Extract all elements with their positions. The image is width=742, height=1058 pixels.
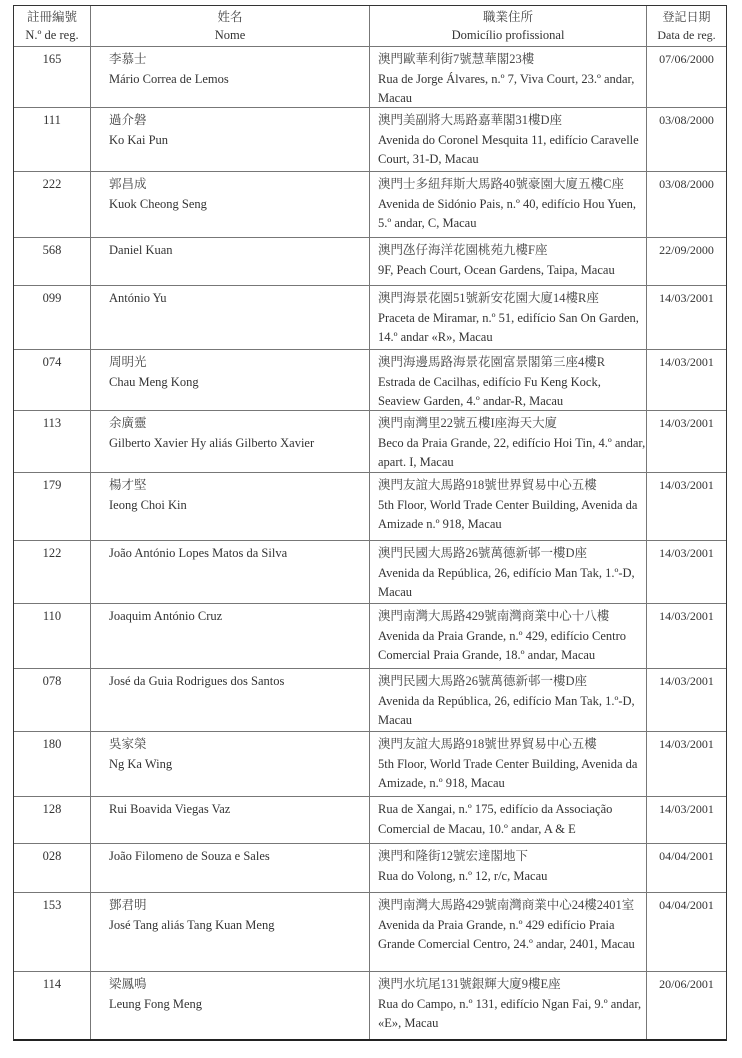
name-pt: Rui Boavida Viegas Vaz bbox=[109, 802, 231, 816]
reg-date: 03/08/2000 bbox=[659, 113, 714, 127]
header-address bbox=[370, 6, 647, 46]
name-pt: Joaquim António Cruz bbox=[109, 609, 223, 623]
reg-no-cell bbox=[14, 604, 91, 668]
registry-table bbox=[13, 5, 727, 1041]
header-reg-no bbox=[14, 6, 91, 46]
reg-no-cell bbox=[14, 893, 91, 971]
header-address-zh: 職業住所 bbox=[482, 10, 533, 24]
name-cell bbox=[91, 473, 370, 540]
address-pt: Estrada de Cacilhas, edifício Fu Keng Kock, Seaview Garden, 4.º andar-R, Macau bbox=[378, 374, 601, 408]
reg-no: 099 bbox=[42, 291, 62, 305]
table-row bbox=[14, 843, 726, 892]
table-row bbox=[14, 107, 726, 171]
address-pt: Avenida da República, 26, edifício Man Tak, 1.º-D, Macau bbox=[378, 693, 635, 727]
address-cell bbox=[370, 108, 647, 171]
address-cell bbox=[370, 797, 647, 843]
reg-date: 14/03/2001 bbox=[659, 416, 714, 430]
reg-no-cell bbox=[14, 844, 91, 892]
reg-date: 14/03/2001 bbox=[659, 546, 714, 560]
name-pt: João António Lopes Matos da Silva bbox=[109, 546, 288, 560]
reg-no-cell bbox=[14, 238, 91, 285]
table-row bbox=[14, 472, 726, 540]
header-reg-no-pt: N.º de reg. bbox=[25, 28, 79, 42]
address-cell bbox=[370, 286, 647, 349]
reg-date: 03/08/2000 bbox=[659, 177, 714, 191]
address-zh: 澳門氹仔海洋花園桃苑九樓F座 bbox=[378, 243, 548, 257]
reg-date: 04/04/2001 bbox=[659, 849, 714, 863]
reg-date: 22/09/2000 bbox=[659, 243, 714, 257]
address-zh: 澳門美副將大馬路嘉華閣31樓D座 bbox=[378, 113, 563, 127]
reg-no-cell bbox=[14, 286, 91, 349]
name-cell bbox=[91, 350, 370, 410]
name-pt: José Tang aliás Tang Kuan Meng bbox=[109, 917, 275, 932]
name-cell bbox=[91, 972, 370, 1039]
reg-no-cell bbox=[14, 473, 91, 540]
reg-no-cell bbox=[14, 669, 91, 731]
address-cell bbox=[370, 350, 647, 410]
table-row bbox=[14, 285, 726, 349]
reg-no-cell bbox=[14, 108, 91, 171]
address-cell bbox=[370, 473, 647, 540]
address-pt: 5th Floor, World Trade Center Building, Avenida da Amizade, n.º 918, Macau bbox=[378, 756, 638, 790]
address-zh: 澳門友誼大馬路918號世界貿易中心五樓 bbox=[378, 478, 597, 492]
name-cell bbox=[91, 893, 370, 971]
address-pt: Rua do Volong, n.º 12, r/c, Macau bbox=[378, 868, 548, 883]
reg-date: 07/06/2000 bbox=[659, 52, 714, 66]
address-pt: Avenida da República, 26, edifício Man Tak, 1.º-D, Macau bbox=[378, 565, 635, 599]
reg-date: 14/03/2001 bbox=[659, 737, 714, 751]
table-row bbox=[14, 171, 726, 237]
address-cell bbox=[370, 972, 647, 1039]
table-body bbox=[14, 46, 726, 1039]
address-pt: 9F, Peach Court, Ocean Gardens, Taipa, Macau bbox=[378, 262, 615, 277]
reg-no: 222 bbox=[42, 177, 62, 191]
table-row bbox=[14, 410, 726, 472]
address-pt: Avenida do Coronel Mesquita 11, edifício Caravelle Court, 31-D, Macau bbox=[378, 132, 639, 166]
date-cell bbox=[647, 972, 726, 1039]
address-zh: 澳門南灣大馬路429號南灣商業中心24樓2401室 bbox=[378, 898, 635, 912]
address-pt: Avenida da Praia Grande, n.º 429 edifício Praia Grande Comercial Centro, 24.º andar, 2401, Macau bbox=[378, 917, 635, 951]
name-pt: Mário Correa de Lemos bbox=[109, 71, 229, 86]
reg-no-cell bbox=[14, 411, 91, 472]
name-zh: 吳家榮 bbox=[109, 737, 147, 751]
date-cell bbox=[647, 844, 726, 892]
reg-no: 078 bbox=[42, 674, 62, 688]
reg-no: 180 bbox=[42, 737, 62, 751]
name-pt: Daniel Kuan bbox=[109, 243, 173, 257]
address-cell bbox=[370, 541, 647, 603]
address-pt: 5th Floor, World Trade Center Building, Avenida da Amizade n.º 918, Macau bbox=[378, 497, 638, 531]
reg-no: 114 bbox=[42, 977, 62, 991]
reg-date: 04/04/2001 bbox=[659, 898, 714, 912]
name-zh: 李慕士 bbox=[109, 52, 147, 66]
name-pt: Ko Kai Pun bbox=[109, 132, 169, 147]
table-row bbox=[14, 603, 726, 668]
address-pt: Rua do Campo, n.º 131, edifício Ngan Fai, 9.º andar, «E», Macau bbox=[378, 996, 642, 1030]
name-pt: Gilberto Xavier Hy aliás Gilberto Xavier bbox=[109, 435, 315, 450]
name-pt: Leung Fong Meng bbox=[109, 996, 203, 1011]
address-pt: Avenida da Praia Grande, n.º 429, edifício Centro Comercial Praia Grande, 18.º andar, Macau bbox=[378, 628, 627, 662]
reg-no: 028 bbox=[42, 849, 62, 863]
table-row bbox=[14, 46, 726, 107]
header-name bbox=[91, 6, 370, 46]
reg-date: 14/03/2001 bbox=[659, 478, 714, 492]
name-pt: Ieong Choi Kin bbox=[109, 497, 187, 512]
address-zh: 澳門水坑尾131號銀輝大廈9樓E座 bbox=[378, 977, 561, 991]
name-cell bbox=[91, 844, 370, 892]
header-name-zh: 姓名 bbox=[217, 10, 243, 24]
table-row bbox=[14, 796, 726, 843]
reg-no: 179 bbox=[42, 478, 62, 492]
name-cell bbox=[91, 732, 370, 796]
header-date-pt: Data de reg. bbox=[657, 28, 716, 42]
date-cell bbox=[647, 286, 726, 349]
table-header bbox=[14, 6, 726, 46]
header-date-zh: 登記日期 bbox=[662, 10, 711, 24]
reg-date: 14/03/2001 bbox=[659, 291, 714, 305]
address-zh: 澳門歐華利街7號慧華閣23樓 bbox=[378, 52, 535, 66]
address-zh: 澳門友誼大馬路918號世界貿易中心五樓 bbox=[378, 737, 597, 751]
address-pt: Avenida de Sidónio Pais, n.º 40, edifício Hou Yuen, 5.º andar, C, Macau bbox=[378, 196, 637, 230]
name-cell bbox=[91, 108, 370, 171]
address-zh: 澳門和隆街12號宏達閣地下 bbox=[378, 849, 529, 863]
reg-no: 111 bbox=[43, 113, 61, 127]
address-zh: 澳門士多紐拜斯大馬路40號豪園大廈五樓C座 bbox=[378, 177, 624, 191]
reg-no: 568 bbox=[42, 243, 62, 257]
date-cell bbox=[647, 350, 726, 410]
name-zh: 余廣靈 bbox=[109, 416, 147, 430]
table-row bbox=[14, 668, 726, 731]
name-cell bbox=[91, 604, 370, 668]
name-cell bbox=[91, 238, 370, 285]
name-cell bbox=[91, 669, 370, 731]
header-date bbox=[647, 6, 726, 46]
date-cell bbox=[647, 172, 726, 237]
address-pt: Beco da Praia Grande, 22, edifício Hoi Tin, 4.º andar, apart. I, Macau bbox=[378, 435, 646, 469]
name-cell bbox=[91, 172, 370, 237]
name-cell bbox=[91, 797, 370, 843]
name-zh: 周明光 bbox=[109, 355, 147, 369]
reg-no-cell bbox=[14, 172, 91, 237]
reg-no: 128 bbox=[42, 802, 62, 816]
date-cell bbox=[647, 108, 726, 171]
address-pt: Praceta de Miramar, n.º 51, edifício San On Garden, 14.º andar «R», Macau bbox=[378, 310, 639, 344]
reg-no: 153 bbox=[42, 898, 62, 912]
date-cell bbox=[647, 411, 726, 472]
reg-no-cell bbox=[14, 541, 91, 603]
table-row bbox=[14, 237, 726, 285]
address-cell bbox=[370, 844, 647, 892]
reg-no-cell bbox=[14, 972, 91, 1039]
reg-no: 074 bbox=[42, 355, 62, 369]
name-cell bbox=[91, 411, 370, 472]
address-pt: Rua de Jorge Álvares, n.º 7, Viva Court, 23.º andar, Macau bbox=[378, 71, 635, 105]
name-pt: Chau Meng Kong bbox=[109, 374, 199, 389]
table-row bbox=[14, 540, 726, 603]
address-zh: 澳門南灣里22號五樓I座海天大廈 bbox=[378, 416, 558, 430]
reg-no: 165 bbox=[42, 52, 62, 66]
reg-no-cell bbox=[14, 797, 91, 843]
address-cell bbox=[370, 411, 647, 472]
date-cell bbox=[647, 47, 726, 107]
reg-date: 14/03/2001 bbox=[659, 674, 714, 688]
address-zh: 澳門民國大馬路26號萬德新邨一樓D座 bbox=[378, 674, 588, 688]
address-zh: 澳門民國大馬路26號萬德新邨一樓D座 bbox=[378, 546, 588, 560]
table-row bbox=[14, 731, 726, 796]
date-cell bbox=[647, 797, 726, 843]
date-cell bbox=[647, 541, 726, 603]
reg-no-cell bbox=[14, 47, 91, 107]
address-cell bbox=[370, 47, 647, 107]
name-cell bbox=[91, 286, 370, 349]
reg-date: 14/03/2001 bbox=[659, 802, 714, 816]
reg-no-cell bbox=[14, 350, 91, 410]
address-zh: 澳門南灣大馬路429號南灣商業中心十八樓 bbox=[378, 609, 610, 623]
date-cell bbox=[647, 238, 726, 285]
name-pt: António Yu bbox=[109, 291, 167, 305]
reg-date: 20/06/2001 bbox=[659, 977, 714, 991]
name-zh: 郭昌成 bbox=[109, 177, 147, 191]
address-zh: 澳門海景花園51號新安花園大廈14樓R座 bbox=[378, 291, 599, 305]
table-row bbox=[14, 892, 726, 971]
name-cell bbox=[91, 541, 370, 603]
date-cell bbox=[647, 893, 726, 971]
reg-no-cell bbox=[14, 732, 91, 796]
date-cell bbox=[647, 732, 726, 796]
date-cell bbox=[647, 669, 726, 731]
date-cell bbox=[647, 473, 726, 540]
name-zh: 梁鳳鳴 bbox=[109, 977, 147, 991]
table-row bbox=[14, 349, 726, 410]
name-zh: 過介磐 bbox=[109, 113, 147, 127]
address-cell bbox=[370, 732, 647, 796]
reg-date: 14/03/2001 bbox=[659, 609, 714, 623]
address-pt: Rua de Xangai, n.º 175, edifício da Associação Comercial de Macau, 10.º andar, A & E bbox=[378, 802, 613, 836]
header-address-pt: Domicílio profissional bbox=[451, 28, 565, 42]
name-pt: Kuok Cheong Seng bbox=[109, 196, 207, 211]
reg-date: 14/03/2001 bbox=[659, 355, 714, 369]
address-zh: 澳門海邊馬路海景花園富景閣第三座4樓R bbox=[378, 355, 606, 369]
address-cell bbox=[370, 604, 647, 668]
address-cell bbox=[370, 893, 647, 971]
name-pt: João Filomeno de Souza e Sales bbox=[109, 849, 270, 863]
reg-no: 110 bbox=[42, 609, 62, 623]
name-pt: José da Guia Rodrigues dos Santos bbox=[109, 674, 285, 688]
address-cell bbox=[370, 172, 647, 237]
name-zh: 楊才堅 bbox=[109, 478, 147, 492]
name-cell bbox=[91, 47, 370, 107]
date-cell bbox=[647, 604, 726, 668]
address-cell bbox=[370, 669, 647, 731]
address-cell bbox=[370, 238, 647, 285]
header-name-pt: Nome bbox=[214, 28, 246, 42]
name-zh: 鄧君明 bbox=[109, 898, 147, 912]
name-pt: Ng Ka Wing bbox=[109, 756, 173, 771]
header-reg-no-zh: 註冊編號 bbox=[26, 10, 77, 24]
reg-no: 113 bbox=[42, 416, 62, 430]
reg-no: 122 bbox=[42, 546, 62, 560]
table-row bbox=[14, 971, 726, 1039]
